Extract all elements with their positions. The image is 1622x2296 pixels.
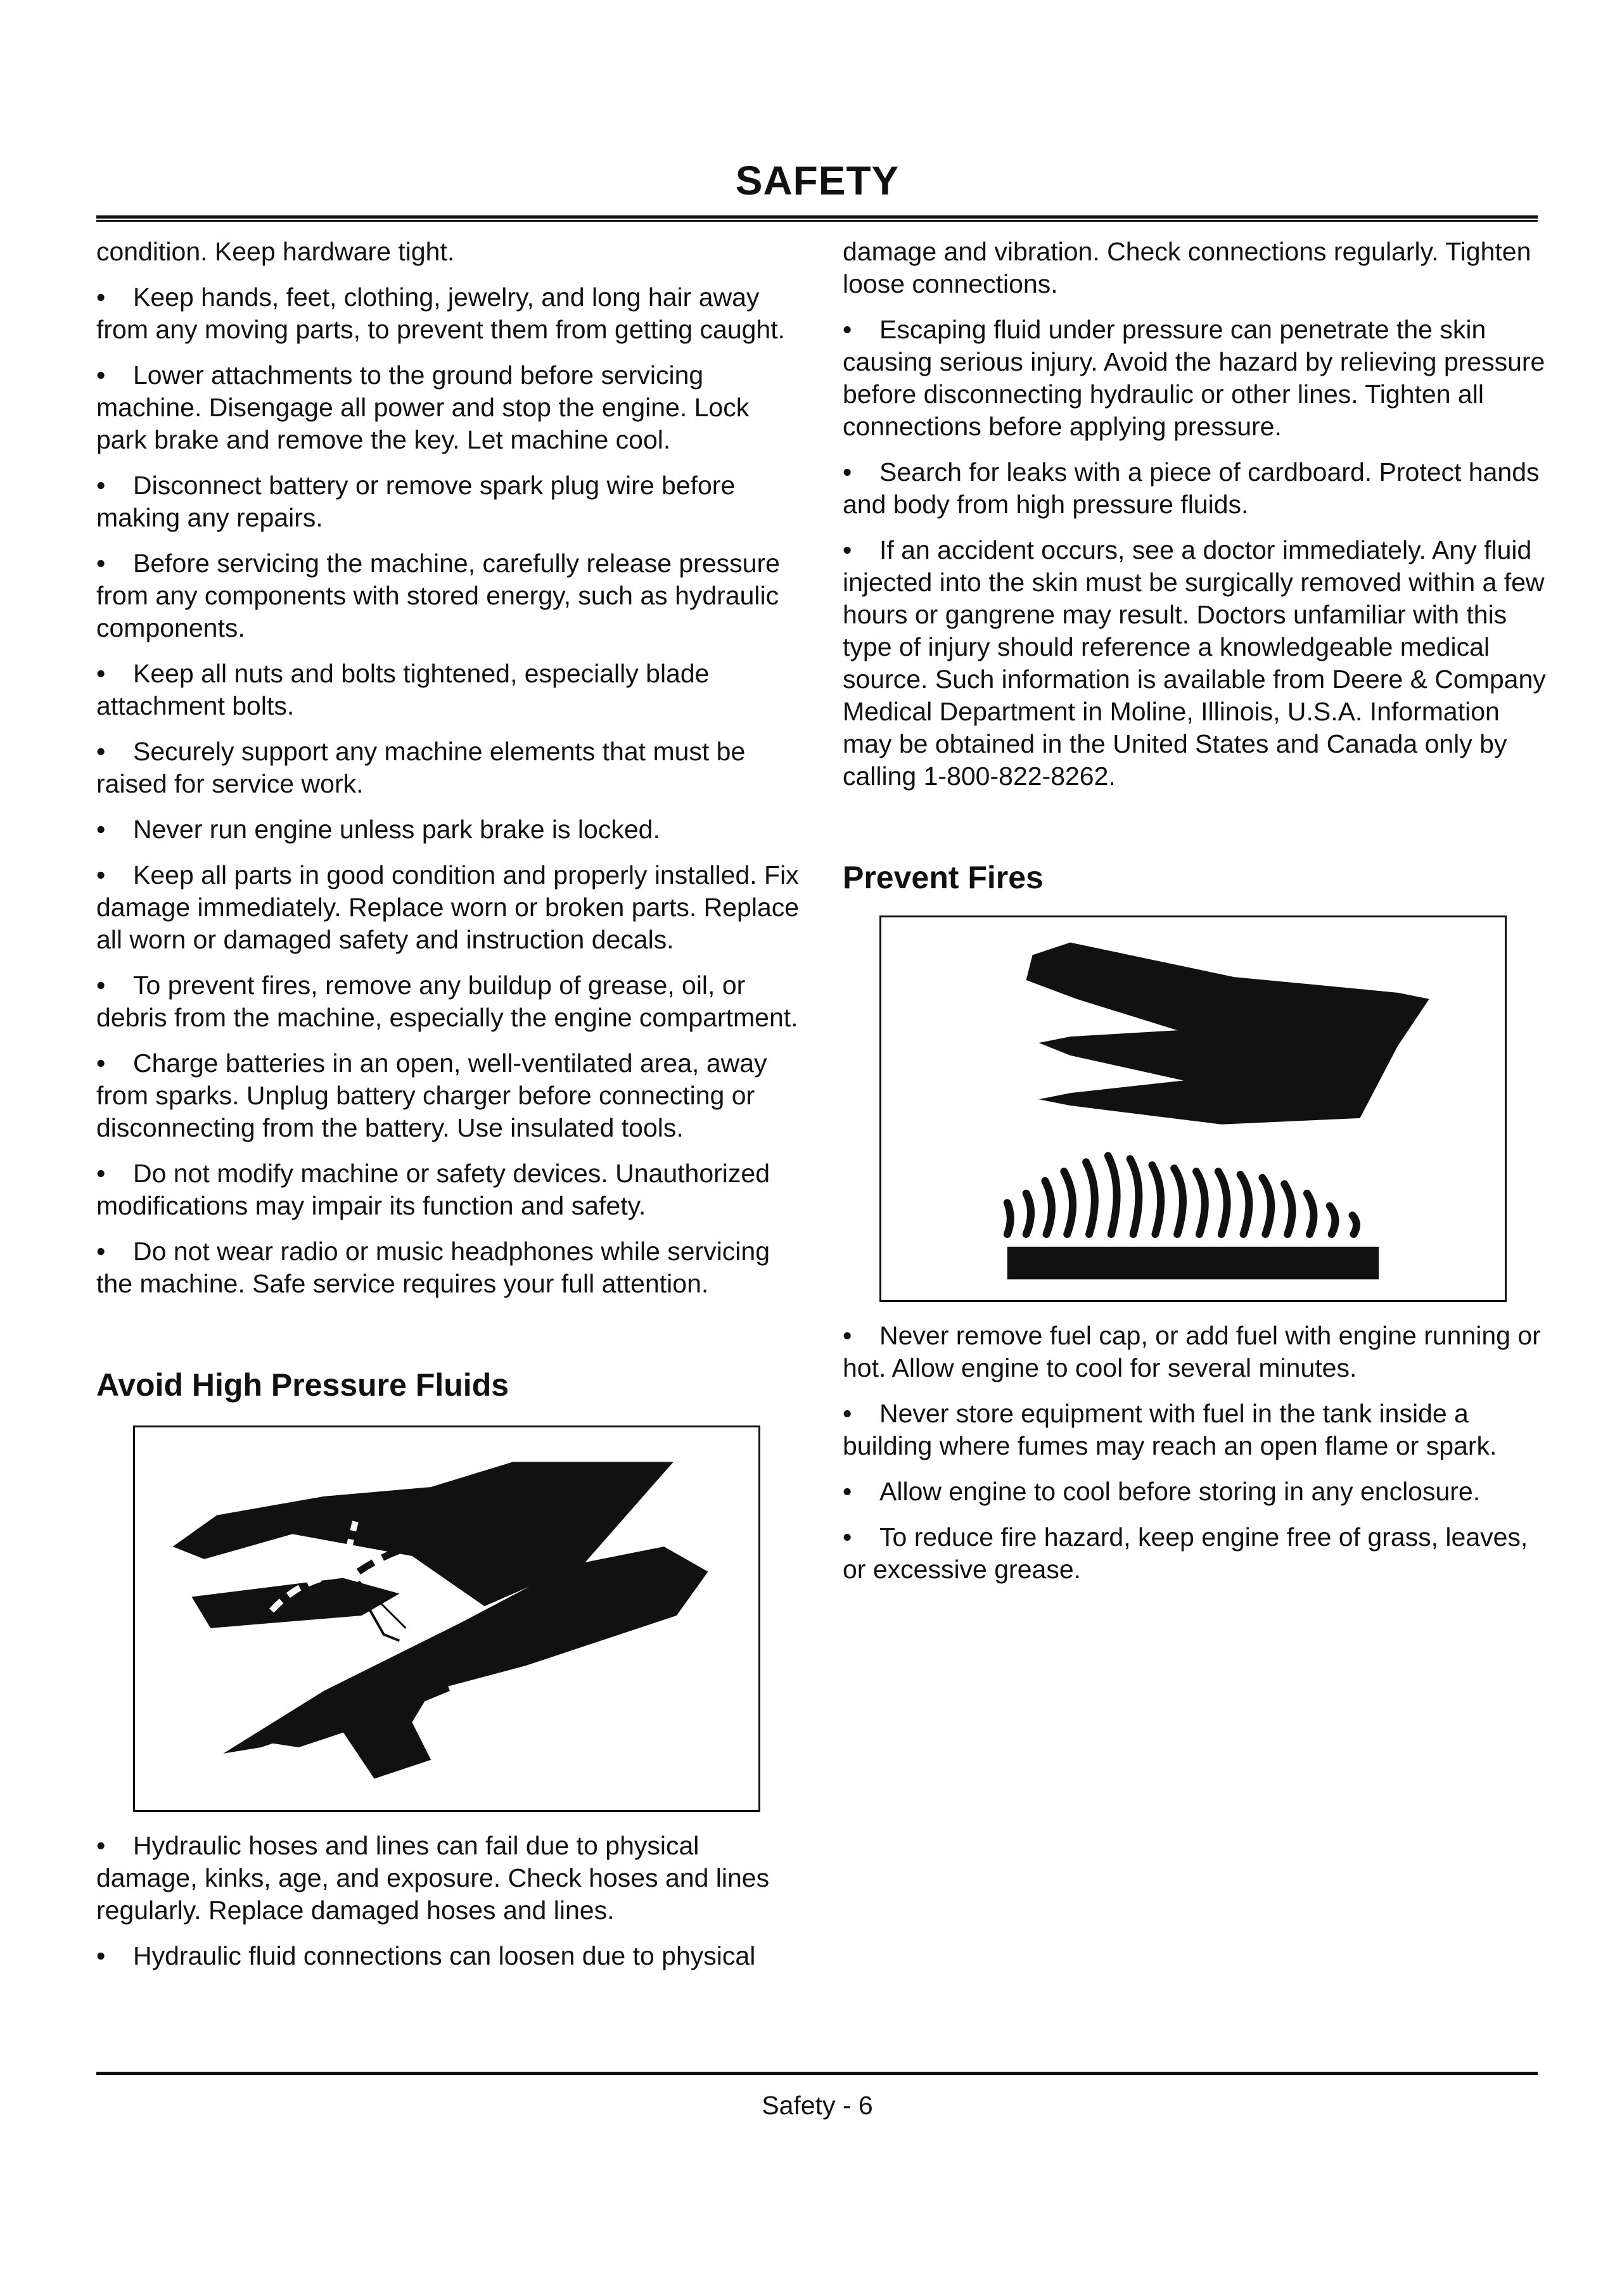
page-title: SAFETY <box>735 158 900 203</box>
right-bullet: • Escaping fluid under pressure can penetrate the skin causing serious injury. Avoid the hazard by relieving pressure before disconnecting hydraulic or other lines. Tighten all connections before applying pressure. <box>843 314 1546 443</box>
right-bullet: • Never remove fuel cap, or add fuel with engine running or hot. Allow engine to cool for several minutes. <box>843 1320 1546 1384</box>
prevent-fires-figure <box>879 915 1507 1302</box>
left-bullet: • Never run engine unless park brake is locked. <box>96 813 803 846</box>
left-bullet: • Keep hands, feet, clothing, jewelry, and long hair away from any moving parts, to prevent them from getting caught. <box>96 281 803 346</box>
right-bullet: • Never store equipment with fuel in the tank inside a building where fumes may reach an open flame or spark. <box>843 1398 1546 1462</box>
left-bullet: • Before servicing the machine, carefully release pressure from any components with stored energy, such as hydraulic components. <box>96 547 803 644</box>
left-intro-text: condition. Keep hardware tight. <box>96 237 455 266</box>
left-bullet: • Lower attachments to the ground before servicing machine. Disengage all power and stop the engine. Lock park brake and remove the key. Let machine cool. <box>96 359 803 456</box>
left-bullet: • Hydraulic hoses and lines can fail due to physical damage, kinks, age, and exposure. Check hoses and lines regularly. Replace damaged hoses and lines. <box>96 1830 803 1927</box>
left-bullet: • Keep all parts in good condition and properly installed. Fix damage immediately. Replace worn or broken parts. Replace all worn or damaged safety and instruction decals. <box>96 859 803 956</box>
footer-rule <box>96 2072 1538 2075</box>
left-bullet: • Charge batteries in an open, well-ventilated area, away from sparks. Unplug battery charger before connecting or disconnecting from the battery. Use insulated tools. <box>96 1047 803 1144</box>
hand-over-flame-icon <box>881 917 1505 1300</box>
right-intro-text: damage and vibration. Check connections regularly. Tighten loose connections. <box>843 237 1531 298</box>
hand-hose-injection-icon <box>135 1427 758 1810</box>
left-column <box>96 236 803 1986</box>
left-bullet: • Do not modify machine or safety devices. Unauthorized modifications may impair its function and safety. <box>96 1158 803 1222</box>
right-bullet: • Search for leaks with a piece of cardboard. Protect hands and body from high pressure fluids. <box>843 456 1546 521</box>
left-bullet: • Disconnect battery or remove spark plug wire before making any repairs. <box>96 469 803 534</box>
left-bullet: • Keep all nuts and bolts tightened, especially blade attachment bolts. <box>96 658 803 722</box>
title-double-rule <box>96 215 1538 222</box>
left-bullet: • Hydraulic fluid connections can loosen due to physical <box>96 1940 803 1972</box>
left-bullet: • Securely support any machine elements that must be raised for service work. <box>96 736 803 800</box>
right-bullet: • To reduce fire hazard, keep engine free of grass, leaves, or excessive grease. <box>843 1521 1546 1586</box>
right-bullet: • If an accident occurs, see a doctor immediately. Any fluid injected into the skin must be surgically removed within a few hours or gangrene may result. Doctors unfamiliar with this type of injury should reference a knowledgeable medical source. Such information is available from Deere & Company Medical Department in Moline, Illinois, U.S.A. Information may be obtained in the United States and Canada only by calling 1-800-822-8262. <box>843 534 1546 793</box>
section-heading-high-pressure: Avoid High Pressure Fluids <box>96 1367 509 1403</box>
page-number: Safety - 6 <box>762 2091 873 2120</box>
left-bullet: • Do not wear radio or music headphones while servicing the machine. Safe service requires your full attention. <box>96 1235 803 1300</box>
high-pressure-fluid-figure <box>133 1425 760 1812</box>
right-column <box>843 236 1546 1599</box>
left-bullet: • To prevent fires, remove any buildup of grease, oil, or debris from the machine, especially the engine compartment. <box>96 969 803 1034</box>
right-bullet: • Allow engine to cool before storing in any enclosure. <box>843 1476 1546 1508</box>
section-heading-prevent-fires: Prevent Fires <box>843 860 1044 895</box>
